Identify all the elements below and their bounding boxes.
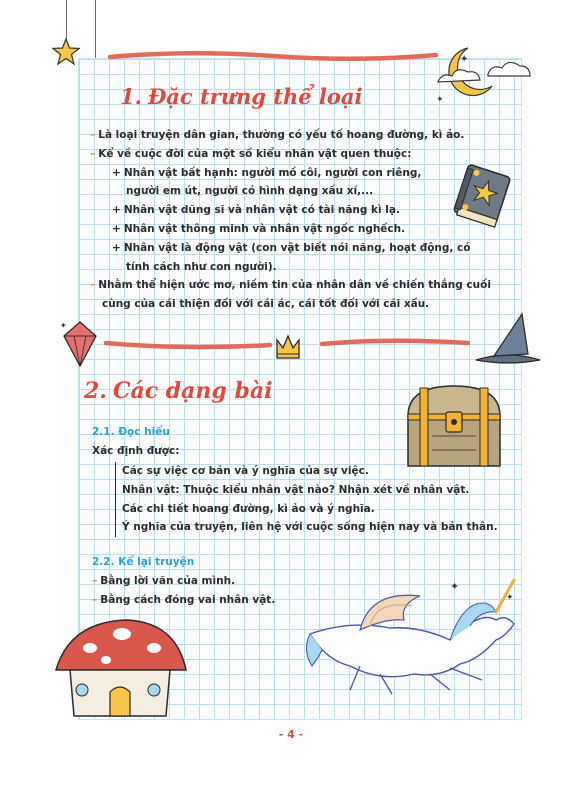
list-item: – Kể về cuộc đời của một số kiểu nhân vật quen thuộc: xyxy=(90,147,412,160)
list-item: – Nhằm thể hiện ước mơ, niềm tin của nhân dân về chiến thắng cuối xyxy=(90,279,491,292)
treasure-chest-icon xyxy=(402,380,506,472)
decorative-line xyxy=(104,338,272,352)
subsection-2-1-heading: 2.1. Đọc hiểu xyxy=(92,426,170,438)
intro-text: Xác định được: xyxy=(92,445,180,457)
wizard-hat-icon xyxy=(472,310,544,366)
list-item: + Nhân vật dũng sĩ và nhân vật có tài năng kì lạ. xyxy=(112,204,400,217)
moon-cloud-icon xyxy=(430,38,540,110)
section-1-body xyxy=(90,126,510,314)
decorative-line xyxy=(320,336,470,350)
svg-text:✦: ✦ xyxy=(460,54,469,65)
bracket-list xyxy=(115,462,522,537)
hanging-string xyxy=(66,0,67,40)
list-item-continued: người em út, người có hình dạng xấu xí,... xyxy=(126,185,374,198)
hanging-string xyxy=(95,0,96,66)
list-item: + Nhân vật là động vật (con vật biết nói năng, hoạt động, có xyxy=(112,241,471,254)
svg-text:✦: ✦ xyxy=(60,321,67,330)
mushroom-house-illustration xyxy=(50,612,190,724)
section-2-title: Các dạng bài xyxy=(112,378,273,404)
list-item: Các sự việc cơ bản và ý nghĩa của sự việc. xyxy=(122,465,369,477)
section-1-heading xyxy=(120,84,363,109)
crystal-icon xyxy=(60,318,100,370)
section-1-number: 1. xyxy=(120,84,142,109)
list-item: + Nhân vật thông minh và nhân vật ngốc nghếch. xyxy=(112,222,406,235)
subsection-2-2-heading: 2.2. Kể lại truyện xyxy=(92,556,195,568)
section-2-number: 2. xyxy=(84,378,107,404)
list-item: Các chi tiết hoang đường, kì ảo và ý nghĩa. xyxy=(122,502,375,515)
list-item-continued: cùng của cái thiện đối với cái ác, cái tốt đối với cái xấu. xyxy=(102,298,430,311)
list-item-continued: tính cách như con người). xyxy=(126,260,277,273)
svg-text:✦: ✦ xyxy=(506,593,514,603)
decorative-line xyxy=(108,48,438,66)
list-item: – Là loại truyện dân gian, thường có yếu tố hoang đường, kì ảo. xyxy=(90,129,465,141)
section-1-title: Đặc trưng thể loại xyxy=(147,84,363,109)
svg-text:✦: ✦ xyxy=(450,580,460,593)
list-item: Nhân vật: Thuộc kiểu nhân vật nào? Nhận xét về nhân vật. xyxy=(122,483,470,496)
list-item: Ý nghĩa của truyện, liên hệ với cuộc sống hiện nay và bản thân. xyxy=(122,521,498,534)
unicorn-illustration xyxy=(300,570,530,700)
star-icon xyxy=(52,38,80,66)
list-item: – Bằng cách đóng vai nhân vật. xyxy=(92,593,276,606)
spell-book-icon xyxy=(448,160,518,230)
page-number: - 4 - xyxy=(278,728,304,741)
svg-text:✦: ✦ xyxy=(436,95,444,105)
section-2-heading xyxy=(84,378,272,404)
list-item: + Nhân vật bất hạnh: người mồ côi, người con riêng, xyxy=(112,166,422,179)
crown-icon xyxy=(274,332,302,362)
list-item: – Bằng lời văn của mình. xyxy=(92,575,236,587)
